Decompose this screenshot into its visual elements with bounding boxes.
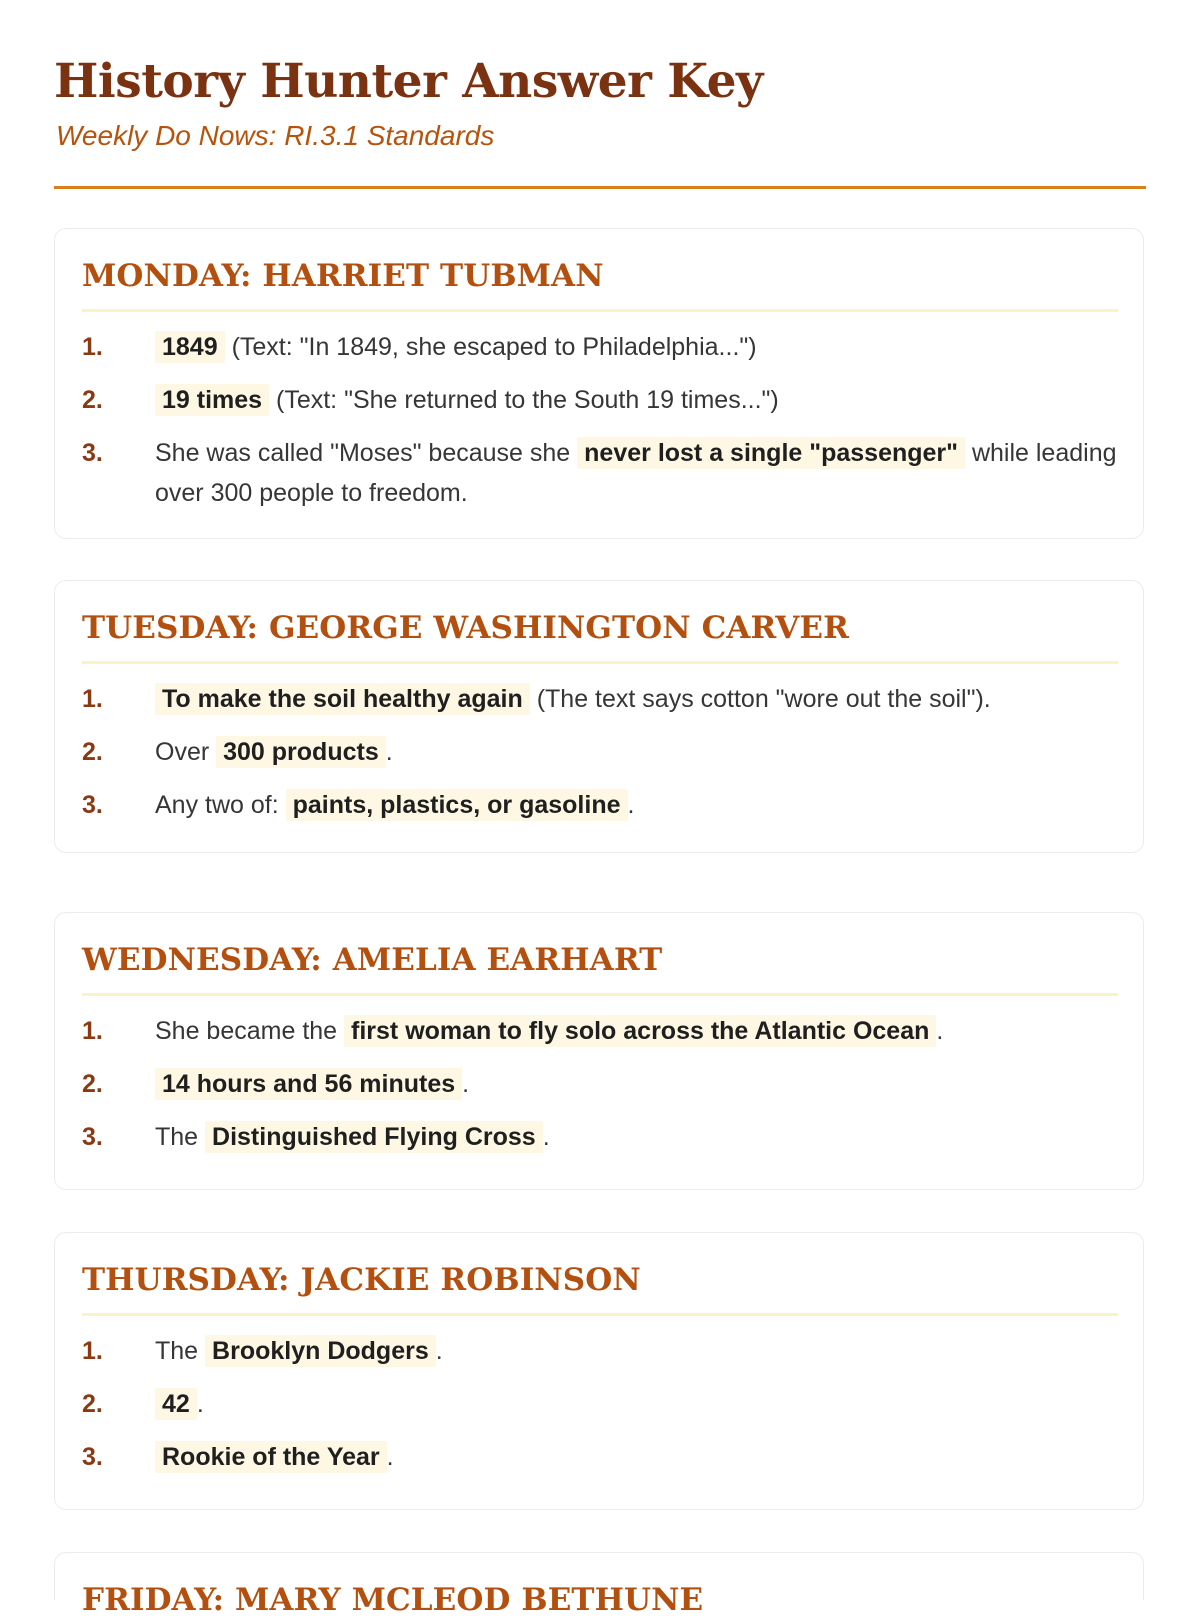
answer-number: 2. <box>82 1390 103 1418</box>
day-card-wednesday <box>54 912 1144 1190</box>
answer-text: . <box>435 1337 443 1365</box>
day-heading: FRIDAY: MARY MCLEOD BETHUNE <box>82 1582 704 1618</box>
heading-divider <box>82 661 1118 664</box>
day-card-tuesday <box>54 580 1144 853</box>
answer-item <box>82 1064 1118 1104</box>
answer-item <box>82 732 1118 772</box>
answer-number: 1. <box>82 1017 103 1045</box>
answer-number: 3. <box>82 439 103 467</box>
answer-text: . <box>627 791 635 819</box>
answer-item <box>82 679 1118 719</box>
answer-highlight: 19 times <box>155 384 269 416</box>
page-title: History Hunter Answer Key <box>54 54 763 109</box>
answer-item <box>82 380 1118 420</box>
answer-item <box>82 433 1118 513</box>
day-card-thursday <box>54 1232 1144 1510</box>
answer-number: 1. <box>82 333 103 361</box>
day-heading: TUESDAY: GEORGE WASHINGTON CARVER <box>82 610 850 646</box>
answer-text: . <box>542 1123 550 1151</box>
answer-item <box>82 327 1118 367</box>
answer-item <box>82 1011 1118 1051</box>
day-card-friday <box>54 1552 1144 1618</box>
day-card-monday <box>54 228 1144 539</box>
answer-text: (The text says cotton "wore out the soil"). <box>529 685 991 713</box>
answer-item <box>82 1331 1118 1371</box>
answer-number: 3. <box>82 1443 103 1471</box>
answer-number: 1. <box>82 685 103 713</box>
answer-text: The <box>155 1337 206 1365</box>
answer-text: . <box>462 1070 470 1098</box>
answer-highlight: 42 <box>155 1388 197 1420</box>
heading-divider <box>82 1313 1118 1316</box>
answer-text: . <box>936 1017 944 1045</box>
answer-text: She was called "Moses" because she <box>155 439 578 467</box>
answer-number: 2. <box>82 1070 103 1098</box>
answer-number: 3. <box>82 1123 103 1151</box>
answer-highlight: Distinguished Flying Cross <box>205 1121 543 1153</box>
answer-text: Over <box>155 738 217 766</box>
answer-text: She became the <box>155 1017 345 1045</box>
answer-text: Any two of: <box>155 791 286 819</box>
answer-list <box>82 1011 1118 1170</box>
heading-divider <box>82 993 1118 996</box>
answer-list <box>82 327 1118 526</box>
day-heading: MONDAY: HARRIET TUBMAN <box>82 258 604 294</box>
answer-number: 2. <box>82 386 103 414</box>
answer-highlight: To make the soil healthy again <box>155 683 530 715</box>
answer-list <box>82 1331 1118 1490</box>
answer-highlight: 300 products <box>216 736 386 768</box>
page-subtitle: Weekly Do Nows: RI.3.1 Standards <box>56 120 495 151</box>
answer-item <box>82 785 1118 825</box>
answer-item <box>82 1384 1118 1424</box>
answer-number: 3. <box>82 791 103 819</box>
answer-text: while leading over 300 people to freedom. <box>155 439 1117 507</box>
day-heading: WEDNESDAY: AMELIA EARHART <box>82 942 663 978</box>
answer-highlight: Brooklyn Dodgers <box>205 1335 436 1367</box>
answer-highlight: first woman to fly solo across the Atlantic Ocean <box>344 1015 936 1047</box>
answer-text: The <box>155 1123 206 1151</box>
day-heading: THURSDAY: JACKIE ROBINSON <box>82 1262 641 1298</box>
answer-highlight: 14 hours and 56 minutes <box>155 1068 462 1100</box>
answer-text: (Text: "In 1849, she escaped to Philadelphia...") <box>224 333 757 361</box>
answer-item <box>82 1437 1118 1477</box>
answer-text: . <box>386 1443 394 1471</box>
answer-number: 1. <box>82 1337 103 1365</box>
answer-highlight: never lost a single "passenger" <box>577 437 965 469</box>
answer-text: . <box>196 1390 204 1418</box>
answer-highlight: paints, plastics, or gasoline <box>286 789 628 821</box>
answer-text: (Text: "She returned to the South 19 times...") <box>269 386 779 414</box>
answer-highlight: 1849 <box>155 331 225 363</box>
answer-number: 2. <box>82 738 103 766</box>
heading-divider <box>82 309 1118 312</box>
answer-item <box>82 1117 1118 1157</box>
answer-text: . <box>385 738 393 766</box>
answer-highlight: Rookie of the Year <box>155 1441 387 1473</box>
answer-list <box>82 679 1118 838</box>
title-divider <box>54 186 1146 189</box>
